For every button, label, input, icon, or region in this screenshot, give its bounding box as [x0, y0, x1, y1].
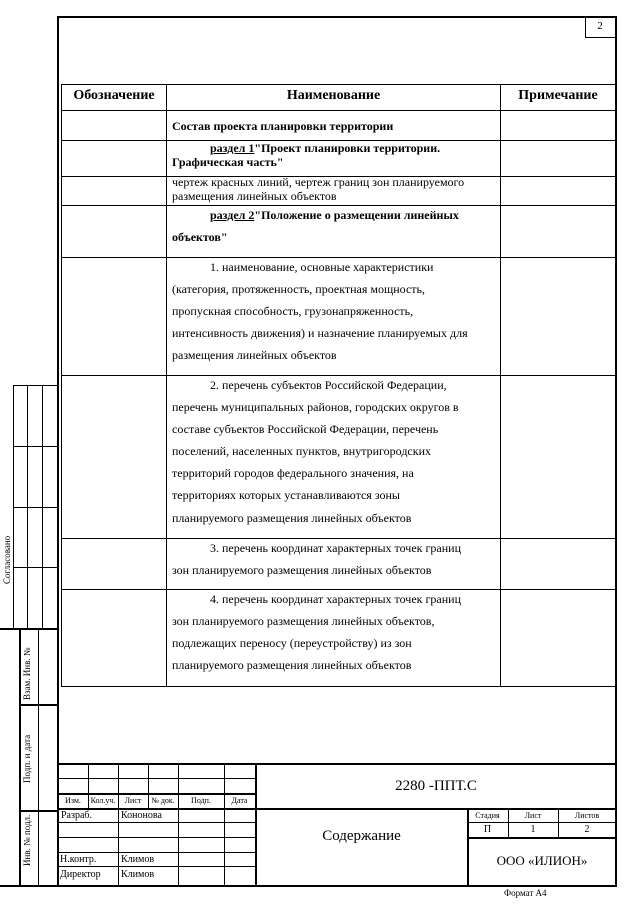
item4-line: 4. перечень координат характерных точек границ [210, 592, 462, 606]
section2-title-l1: "Положение о размещении линейных [254, 208, 459, 222]
company-name: ООО «ИЛИОН» [496, 853, 588, 868]
header-note: Примечание [518, 88, 598, 103]
item4-line: планируемого размещения линейных объектов [172, 658, 412, 672]
row-composition: Состав проекта планировки территории [172, 119, 394, 133]
col-list: Лист [124, 796, 142, 805]
col-sign: Подп. [191, 796, 211, 805]
role-director: Директор [60, 869, 101, 880]
section2-title-l2: объектов" [172, 230, 228, 244]
inv-original-label: Инв. № подл. [22, 814, 32, 866]
name-norm-control: Климов [121, 854, 155, 865]
col-kol: Кол.уч. [90, 796, 116, 805]
item2-line: территорий городов федерального значения, на [172, 466, 414, 480]
stage-value: П [483, 824, 492, 835]
sheet-header: Лист [524, 811, 542, 820]
item3-line: зон планируемого размещения линейных объектов [172, 563, 432, 577]
doc-title: Содержание [322, 828, 401, 844]
item1-line: размещения линейных объектов [172, 348, 337, 362]
header-name: Наименование [286, 88, 381, 103]
item2-line: перечень муниципальных районов, городских округов в [172, 400, 459, 414]
section1-title-l1: "Проект планировки территории. [254, 141, 441, 155]
item2-line: поселений, населенных пунктов, внутригородских [172, 444, 431, 458]
header-designation: Обозначение [73, 88, 155, 103]
item3-line: 3. перечень координат характерных точек границ [210, 541, 462, 555]
sheets-header: Листов [574, 811, 600, 820]
item1-line: (категория, протяженность, проектная мощность, [172, 282, 425, 296]
item1-line: 1. наименование, основные характеристики [210, 260, 434, 274]
stage-header: Стадия [475, 811, 500, 820]
item2-line: составе субъектов Российской Федерации, перечень [172, 422, 439, 436]
row-section2 [210, 204, 459, 226]
role-developer: Разраб. [61, 810, 92, 821]
col-date: Дата [231, 796, 248, 805]
doc-code: 2280 -ППТ.С [395, 778, 477, 794]
item4-line: зон планируемого размещения линейных объектов, [172, 614, 435, 628]
col-izm: Изм. [65, 796, 81, 805]
item4-line: подлежащих переносу (переустройству) из зон [172, 636, 412, 650]
item1-line: интенсивность движения) и назначение планируемых для [172, 326, 468, 340]
sheet-value: 1 [530, 824, 536, 835]
format-label: Формат А4 [504, 888, 547, 898]
role-norm-control: Н.контр. [60, 854, 97, 865]
item1-line: пропускная способность, грузонапряженность, [172, 304, 414, 318]
agreed-label: Согласовано [2, 535, 12, 584]
name-director: Климов [121, 869, 155, 880]
item2-line: территориях которых устанавливаются зоны [172, 488, 400, 502]
section2-label: раздел 2 [210, 208, 255, 222]
col-doc: № док. [151, 796, 175, 805]
item2-line: планируемого размещения линейных объектов [172, 511, 412, 525]
name-developer: Кононова [121, 810, 162, 821]
inv-replace-label: Взам. Инв. № [22, 647, 32, 700]
row-drawings-l1: чертеж красных линий, чертеж границ зон планируемого [172, 175, 465, 189]
page-number: 2 [597, 20, 603, 32]
sign-date-label: Подп. и дата [22, 734, 32, 783]
section1-label: раздел 1 [210, 141, 255, 155]
sheets-value: 2 [584, 824, 590, 835]
row-drawings-l2: размещения линейных объектов [172, 189, 337, 203]
item2-line: 2. перечень субъектов Российской Федерации, [210, 378, 447, 392]
section1-title-l2: Графическая часть" [172, 155, 284, 169]
